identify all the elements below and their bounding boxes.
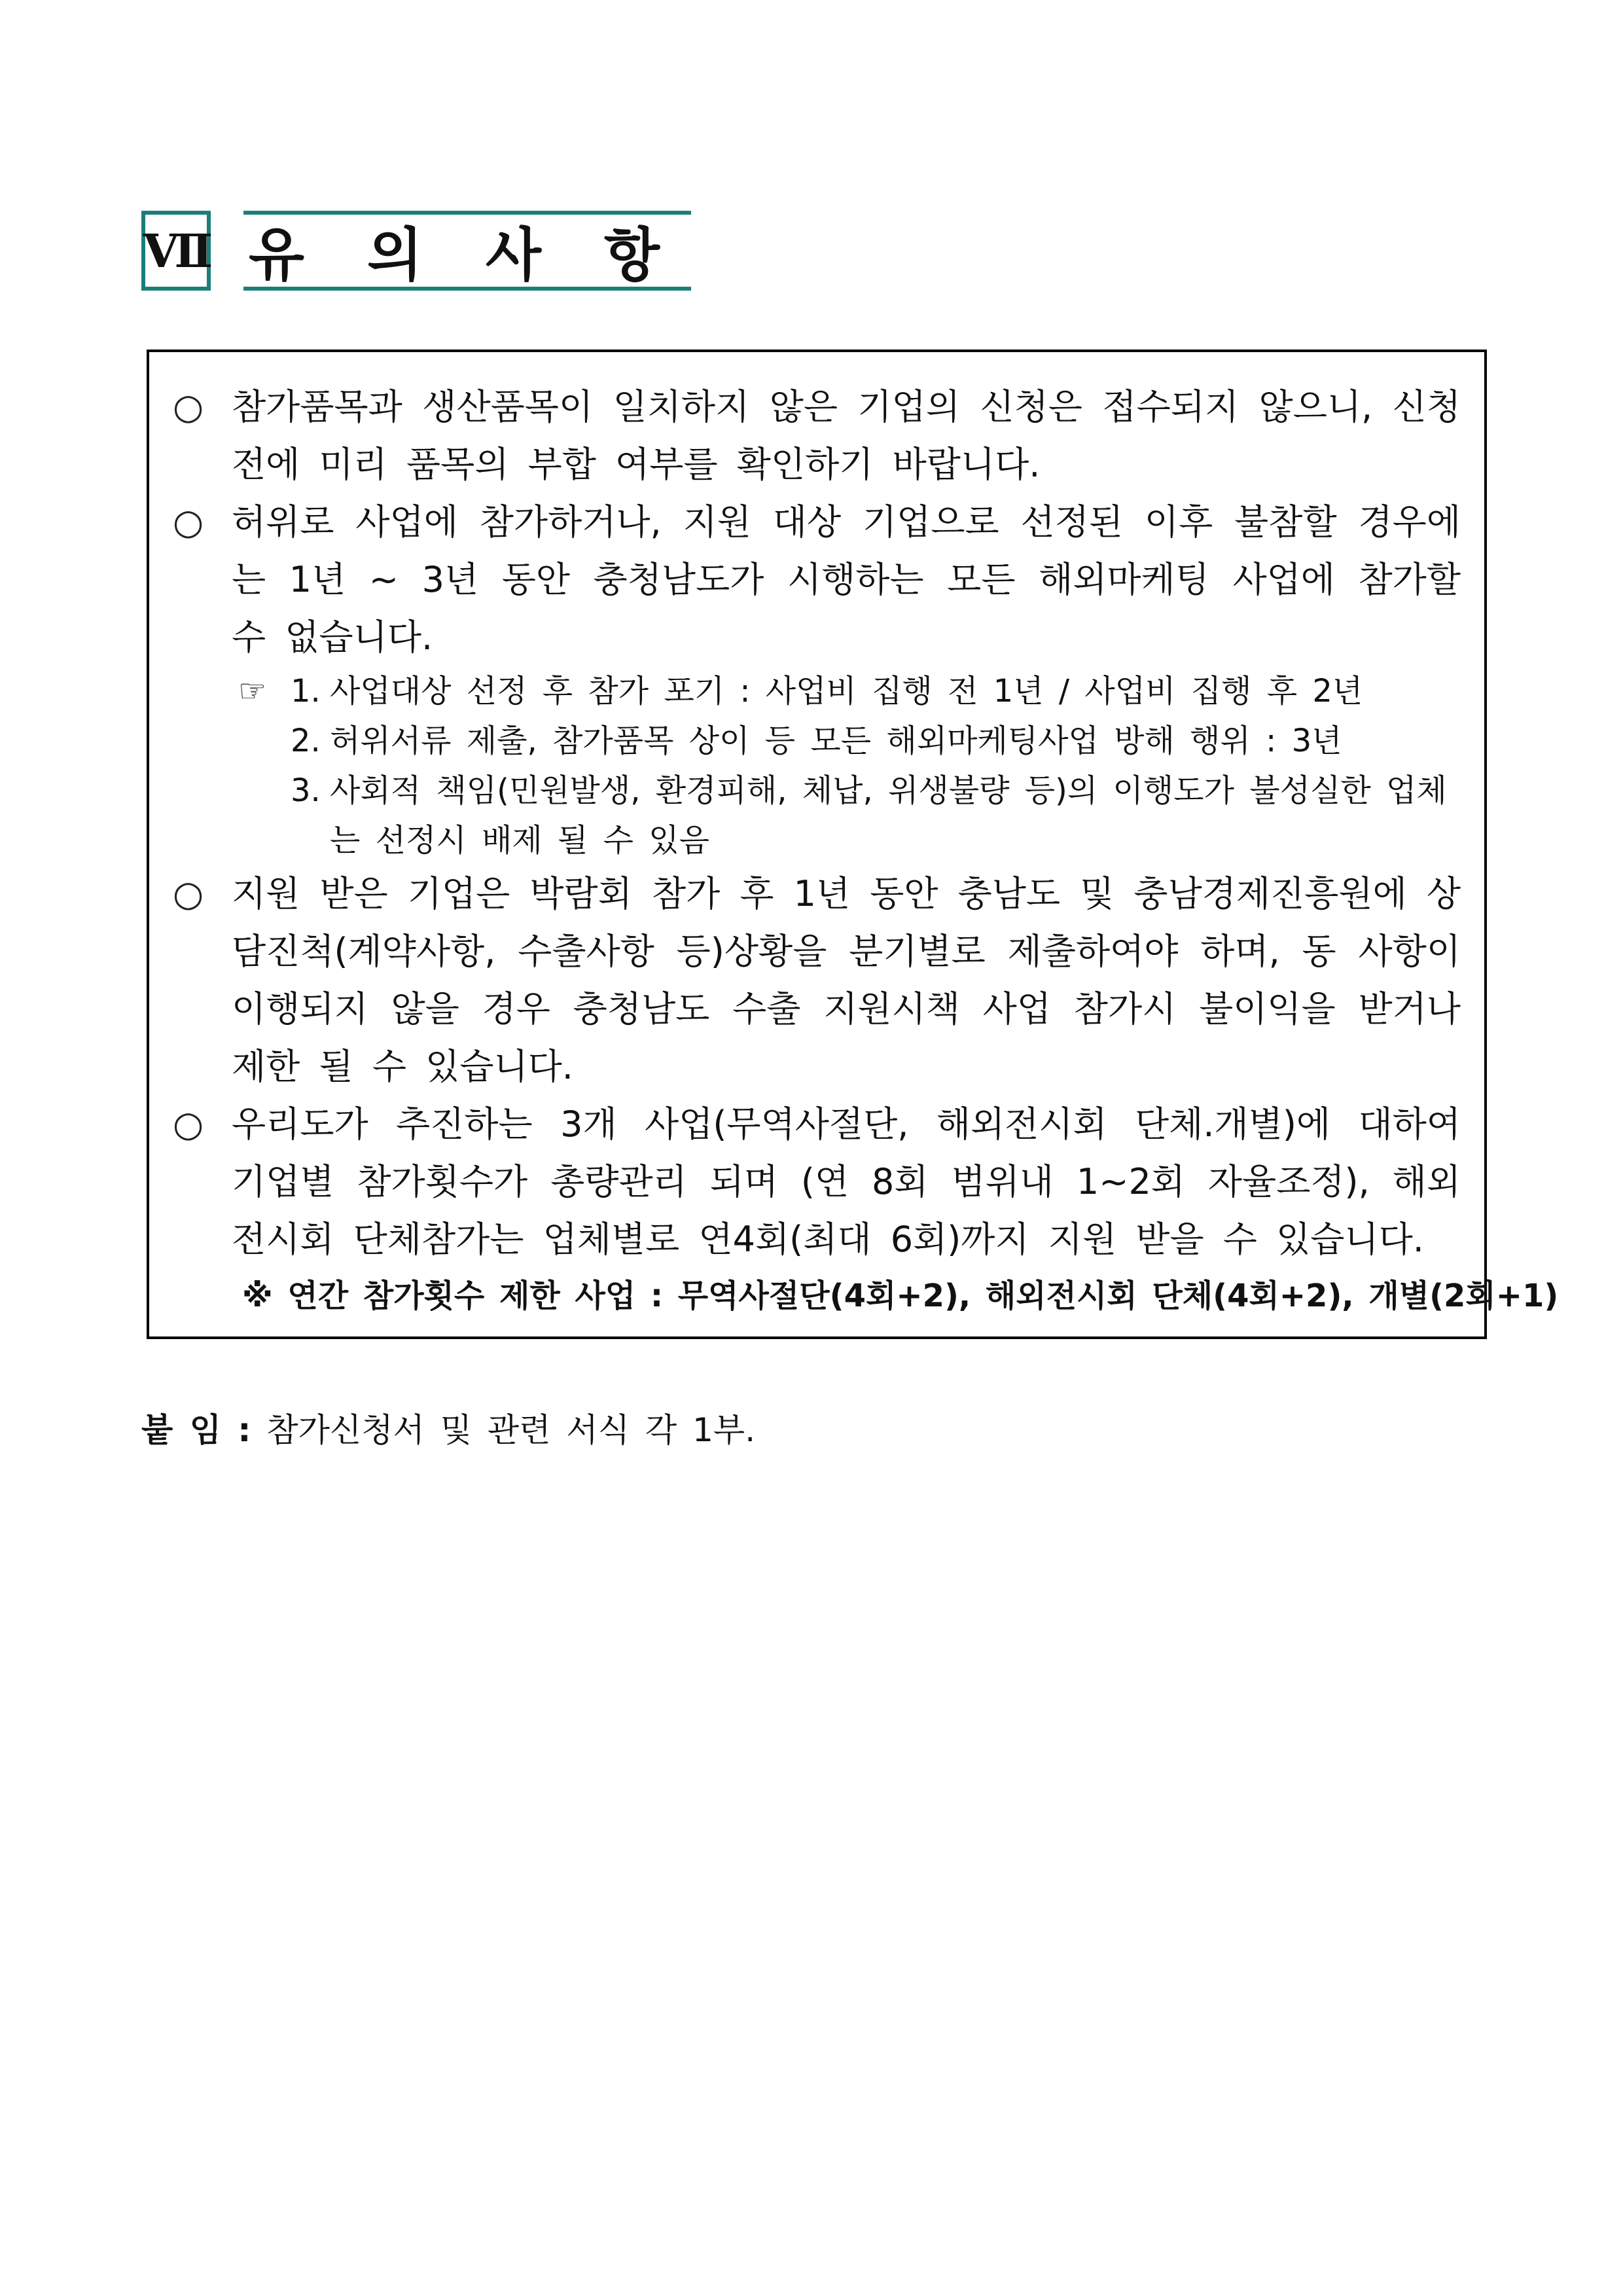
penalty-item-2 [238,716,1461,766]
pointing-hand-icon: ☞ [238,673,267,709]
section-number-box [141,211,211,291]
notice-item-3 [173,865,1461,1096]
section-title-frame [243,211,723,291]
circle-bullet-icon: ○ [173,1103,204,1145]
penalty-text: 사업대상 선정 후 참가 포기 : 사업비 집행 전 1년 / 사업비 집행 후 2년 [330,673,1363,709]
notice-text: 우리도가 추진하는 3개 사업(무역사절단, 해외전시회 단체.개별)에 대하여 기업별 참가횟수가 총량관리 되며 (연 8회 범위내 1~2회 자율조정), 해외전시회 단체참가는 업체별로 연4회(최대 6회)까지 지원 받을 수 있습니다. [232,1103,1461,1260]
notice-text: 지원 받은 기업은 박람회 참가 후 1년 동안 충남도 및 충남경제진흥원에 상담진척(계약사항, 수출사항 등)상황을 분기별로 제출하여야 하며, 동 사항이 이행되지 않을 경우 충청남도 수출 지원시책 사업 참가시 불이익을 받거나 제한 될 수 있습니다. [232,873,1461,1087]
penalty-list [238,666,1461,865]
penalty-number: 2. [291,723,321,759]
circle-bullet-icon: ○ [173,873,204,914]
notice-item-4 [173,1096,1461,1268]
notice-text: 참가품목과 생산품목이 일치하지 않은 기업의 신청은 접수되지 않으니, 신청 전에 미리 품목의 부합 여부를 확인하기 바랍니다. [232,386,1461,485]
notice-box [147,350,1559,1339]
circle-bullet-icon: ○ [173,501,204,543]
penalty-number: 1. [291,673,321,709]
section-title: 유의사항 [249,221,723,289]
circle-bullet-icon: ○ [173,386,204,427]
notice-item-2 [173,493,1461,666]
notice-text: 허위로 사업에 참가하거나, 지원 대상 기업으로 선정된 이후 불참할 경우에는 1년 ~ 3년 동안 충청남도가 시행하는 모든 해외마케팅 사업에 참가할 수 없습니다. [232,501,1461,658]
attachment-text: 참가신청서 및 관련 서식 각 1부. [266,1411,756,1449]
attachment-line [141,1407,755,1453]
section-header [141,211,723,298]
notice-item-1 [173,378,1461,493]
section-number: Ⅶ [143,223,209,278]
penalty-item-1 [238,666,1461,716]
penalty-item-3 [238,766,1461,865]
penalty-text: 사회적 책임(민원발생, 환경피해, 체납, 위생불량 등)의 이행도가 불성실한 업체는 선정시 배제 될 수 있음 [330,772,1447,859]
penalty-text: 허위서류 제출, 참가품목 상이 등 모든 해외마케팅사업 방해 행위 : 3년 [330,723,1342,759]
participation-limit-remark: ※ 연간 참가횟수 제한 사업 : 무역사절단(4회+2), 해외전시회 단체(4회+2), 개별(2회+1) [242,1278,1559,1314]
penalty-number: 3. [291,772,321,809]
attachment-label: 붙 임 : [141,1411,251,1449]
